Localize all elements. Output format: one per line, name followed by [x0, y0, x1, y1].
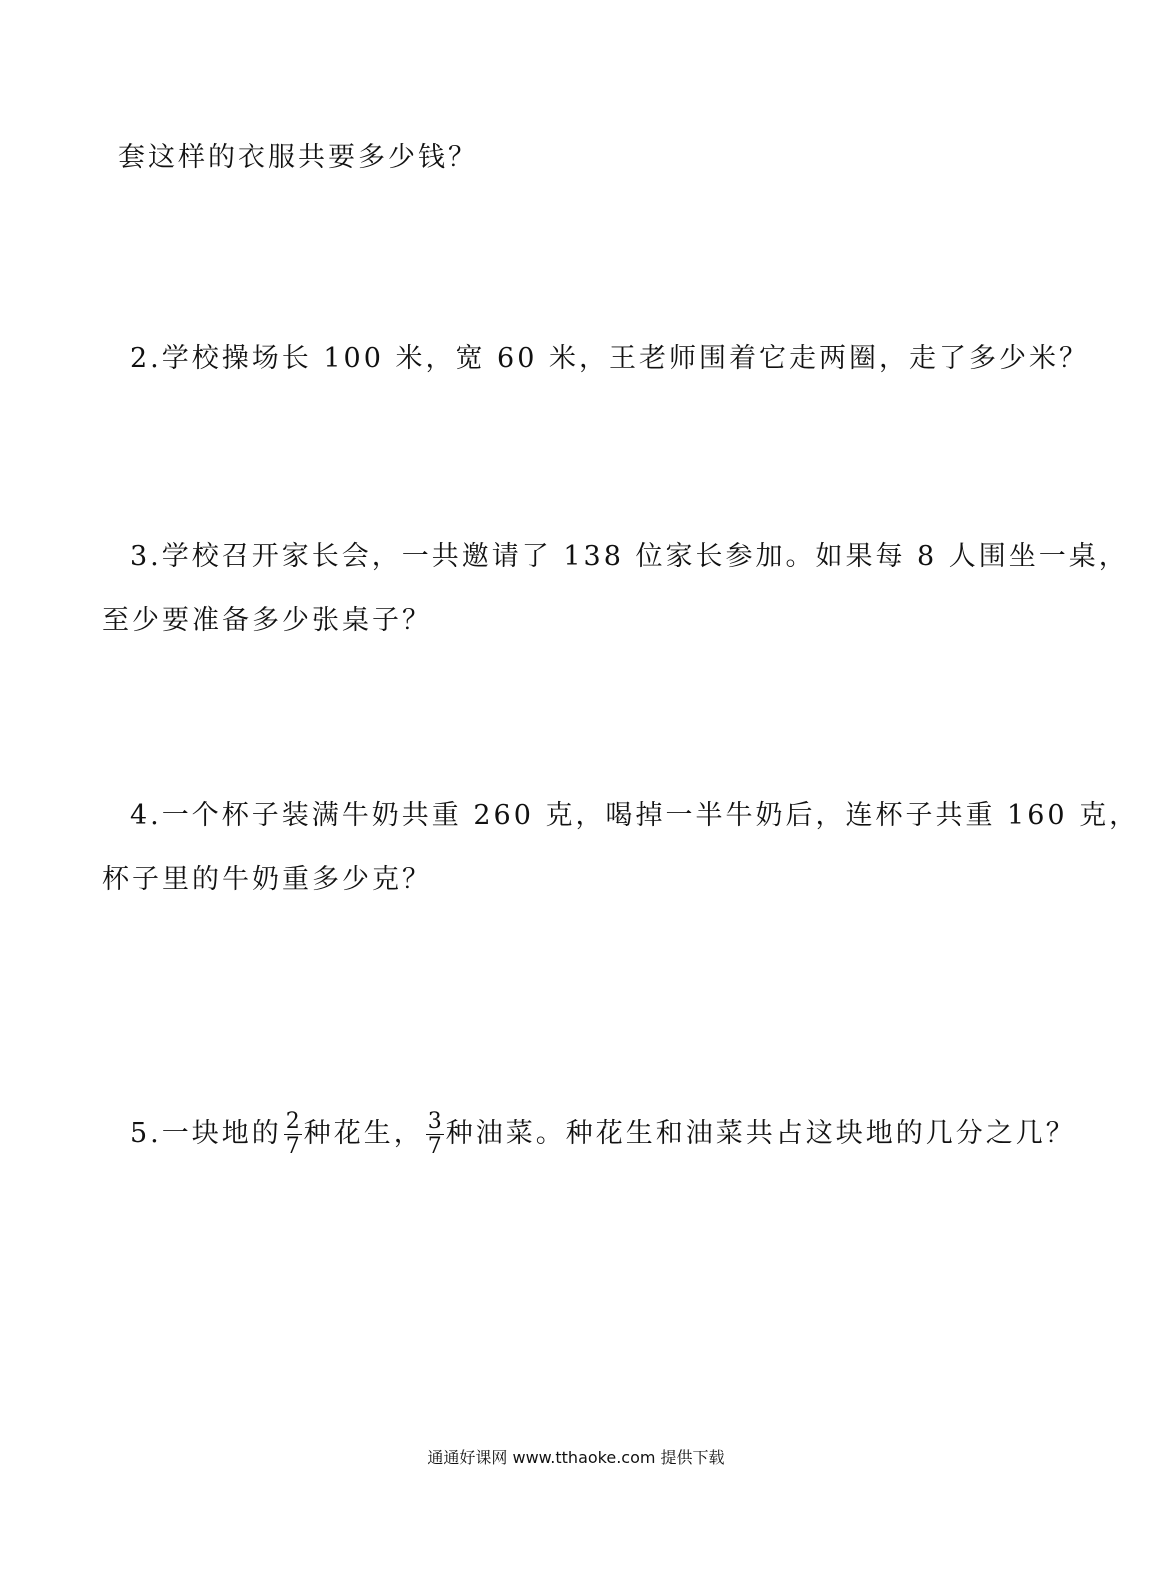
- question-5: [130, 1110, 1076, 1159]
- page-footer: 通通好课网 www.tthaoke.com 提供下载: [427, 1448, 725, 1467]
- q5-suffix: 种油菜。种花生和油菜共占这块地的几分之几？: [445, 1118, 1076, 1149]
- question-3-line-1: 3.学校召开家长会，一共邀请了 138 位家长参加。如果每 8 人围坐一桌，: [130, 541, 1129, 572]
- q5-prefix: 5.一块地的: [130, 1118, 282, 1149]
- fraction-denominator: 7: [427, 1134, 442, 1159]
- q1-continuation: 套这样的衣服共要多少钱？: [118, 142, 478, 173]
- question-3-line-2: 至少要准备多少张桌子？: [102, 605, 432, 636]
- fraction-numerator: 3: [427, 1109, 442, 1134]
- q5-mid: 种花生，: [303, 1118, 424, 1149]
- question-4-line-2: 杯子里的牛奶重多少克？: [102, 864, 432, 895]
- fraction-three-sevenths: [426, 1110, 444, 1159]
- question-4-line-1: 4.一个杯子装满牛奶共重 260 克，喝掉一半牛奶后，连杯子共重 160 克，: [130, 800, 1140, 831]
- question-2: 2.学校操场长 100 米，宽 60 米，王老师围着它走两圈，走了多少米？: [130, 343, 1089, 374]
- fraction-numerator: 2: [285, 1109, 300, 1134]
- fraction-denominator: 7: [285, 1134, 300, 1159]
- fraction-two-sevenths: [284, 1110, 302, 1159]
